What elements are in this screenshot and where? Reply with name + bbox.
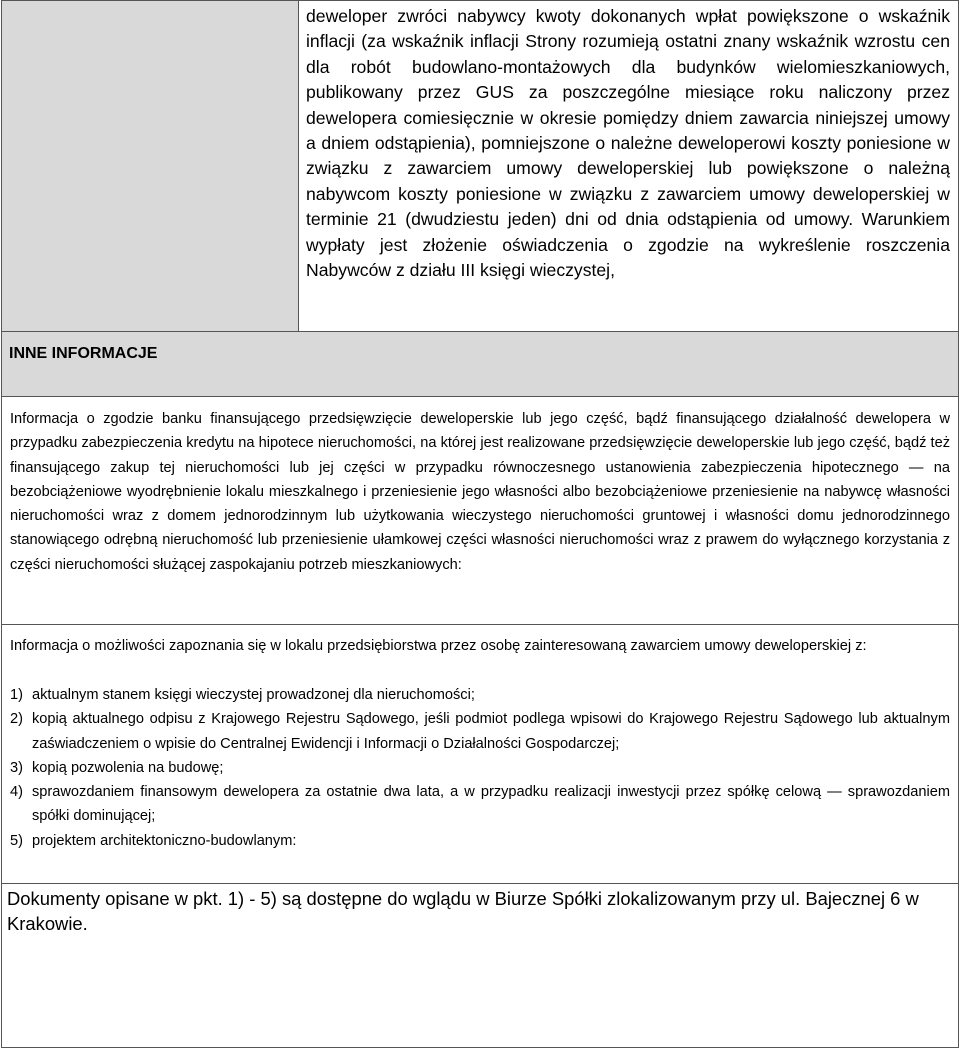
section-header-row [1, 331, 959, 397]
documents-cell [1, 883, 959, 1048]
list-item-number: 1) [10, 687, 23, 703]
list-item-text: aktualnym stanem księgi wieczystej prowadzonej dla nieruchomości; [32, 687, 475, 703]
withdrawal-cell [298, 0, 959, 332]
list-item-number: 5) [10, 832, 23, 849]
list-item [10, 780, 950, 829]
list-item-text: sprawozdaniem finansowym dewelopera za ostatnie dwa lata, a w przypadku realizacji inwestycji przez spółkę celową — sprawozdaniem spółki dominującej; [32, 784, 950, 825]
list-item-text: kopią pozwolenia na budowę; [32, 759, 224, 776]
list-item-number: 4) [10, 784, 23, 801]
list-item-number: 2) [10, 711, 23, 728]
list-item [10, 829, 950, 853]
bank-consent-cell [1, 396, 959, 625]
list-item [10, 683, 950, 707]
documents-paragraph: Dokumenty opisane w pkt. 1) - 5) są dostępne do wglądu w Biurze Spółki zlokalizowanym przy ul. Bajecznej 6 w Krakowie. [7, 888, 919, 934]
section-title: INNE INFORMACJE [9, 345, 158, 362]
list-item [10, 756, 950, 780]
list-item-text: kopią aktualnego odpisu z Krajowego Rejestru Sądowego, jeśli podmiot podlega wpisowi do Krajowego Rejestru Sądowego lub aktualnym zaświadczeniem o wpisie do Centralnej Ewidencji i Informacji o Działalności Gospodarczej; [32, 711, 950, 752]
label-cell-empty [1, 0, 299, 332]
list-item-number: 3) [10, 759, 23, 776]
withdrawal-paragraph: deweloper zwróci nabywcy kwoty dokonanych wpłat powiększone o wskaźnik inflacji (za wskaźnik inflacji Strony rozumieją ostatni znany wskaźnik wzrostu cen dla robót budowlano-montażowych dla budynków wielomieszkaniowych, publikowany przez GUS za poszczególne miesiące roku naliczony przez dewelopera comiesięcznie w okresie pomiędzy dniem zawarcia niniejszej umowy a dniem odstąpienia), pomniejszone o należne deweloperowi koszty poniesione w związku z zawarciem umowy deweloperskiej lub powiększone o należną nabywcom koszty poniesione w związku z zawarciem umowy deweloperskiej w terminie 21 (dwudziestu jeden) dni od dnia odstąpienia od umowy. Warunkiem wypłaty jest złożenie oświadczenia o zgodzie na wykreślenie roszczenia Nabywców z działu III księgi wieczystej, [306, 6, 950, 281]
bank-consent-paragraph: Informacja o zgodzie banku finansującego przedsięwzięcie deweloperskie lub jego część, bądź finansującego działalność dewelopera w przypadku zabezpieczenia kredytu na hipotece nieruchomości, na której jest realizowane przedsięwzięcie deweloperskie lub jego część, bądź też finansującego zakup tej nieruchomości lub jej części w przypadku równoczesnego ustanowienia zabezpieczenia hipotecznego — na bezobciążeniowe wyodrębnienie lokalu mieszkalnego i przeniesienie jego własności albo bezobciążeniowe przeniesienie na nabywcę własności nieruchomości wraz z domem jednorodzinnym lub użytkowania wieczystego nieruchomości gruntowej i własności domu jednorodzinnego stanowiącego odrębną nieruchomość lub przeniesienie ułamkowej części własności nieruchomości wraz z prawem do wyłącznego korzystania z części nieruchomości służącej zaspokajaniu potrzeb mieszkaniowych: [10, 411, 950, 573]
list-item-text: projektem architektoniczno-budowlanym: [32, 832, 297, 849]
inspection-info-cell [1, 624, 959, 884]
inspection-list [10, 683, 950, 853]
list-item [10, 707, 950, 756]
inspection-intro: Informacja o możliwości zapoznania się w lokalu przedsiębiorstwa przez osobę zainteresowaną zawarciem umowy deweloperskiej z: [10, 638, 867, 654]
